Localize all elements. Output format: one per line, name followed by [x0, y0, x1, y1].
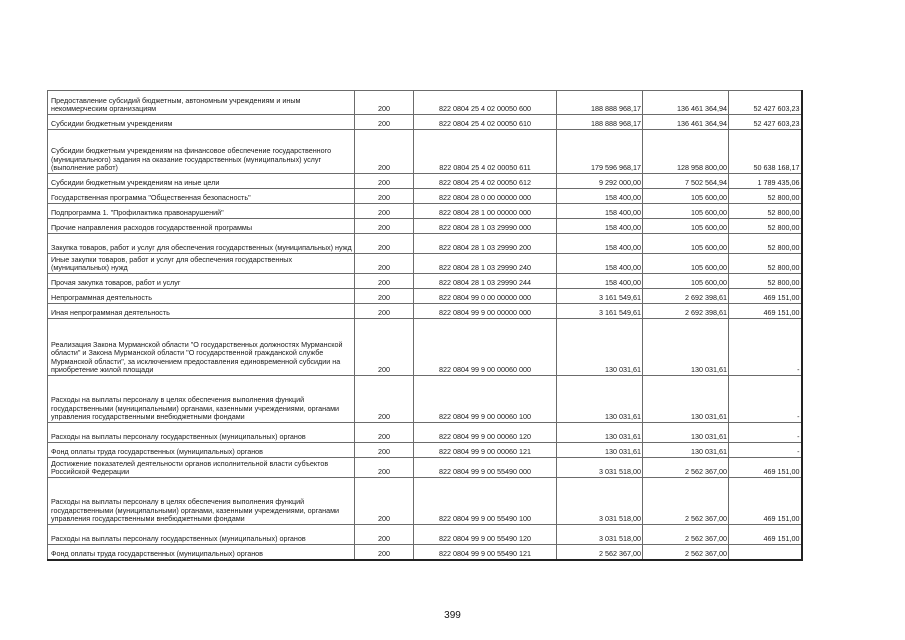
row-unexecuted-cell: 52 427 603,23 — [729, 91, 802, 115]
row-kbk-cell: 822 0804 99 9 00 00000 000 — [414, 304, 557, 319]
row-unexecuted-cell: 469 151,00 — [729, 289, 802, 304]
row-unexecuted-cell: 52 800,00 — [729, 234, 802, 254]
row-executed-cell: 105 600,00 — [643, 189, 729, 204]
row-unexecuted-cell: 52 427 603,23 — [729, 115, 802, 130]
row-kbk-cell: 822 0804 28 1 03 29990 240 — [414, 254, 557, 274]
table-row — [48, 91, 802, 115]
row-name-cell: Достижение показателей деятельности органов исполнительной власти субъектов Российской Федерации — [48, 458, 355, 478]
row-unexecuted-cell: 52 800,00 — [729, 254, 802, 274]
table-row — [48, 289, 802, 304]
row-approved-cell: 130 031,61 — [557, 319, 643, 376]
row-executed-cell: 105 600,00 — [643, 254, 729, 274]
row-kbk-cell: 822 0804 99 9 00 55490 120 — [414, 525, 557, 545]
row-code-cell: 200 — [355, 376, 414, 423]
row-executed-cell: 128 958 800,00 — [643, 130, 729, 174]
row-code-cell: 200 — [355, 458, 414, 478]
row-name-cell: Расходы на выплаты персоналу государственных (муниципальных) органов — [48, 525, 355, 545]
row-executed-cell: 105 600,00 — [643, 234, 729, 254]
row-approved-cell: 3 031 518,00 — [557, 458, 643, 478]
row-code-cell: 200 — [355, 274, 414, 289]
row-code-cell: 200 — [355, 254, 414, 274]
table-row — [48, 443, 802, 458]
row-code-cell: 200 — [355, 219, 414, 234]
table-row — [48, 478, 802, 525]
row-name-cell: Фонд оплаты труда государственных (муниципальных) органов — [48, 545, 355, 560]
row-name-cell: Прочие направления расходов государственной программы — [48, 219, 355, 234]
row-executed-cell: 105 600,00 — [643, 219, 729, 234]
table-row — [48, 115, 802, 130]
table-row — [48, 130, 802, 174]
row-kbk-cell: 822 0804 25 4 02 00050 611 — [414, 130, 557, 174]
row-unexecuted-cell: 469 151,00 — [729, 304, 802, 319]
row-name-cell: Закупка товаров, работ и услуг для обеспечения государственных (муниципальных) нужд — [48, 234, 355, 254]
table-row — [48, 525, 802, 545]
row-code-cell: 200 — [355, 319, 414, 376]
row-kbk-cell: 822 0804 28 0 00 00000 000 — [414, 189, 557, 204]
row-code-cell: 200 — [355, 189, 414, 204]
row-kbk-cell: 822 0804 25 4 02 00050 612 — [414, 174, 557, 189]
row-name-cell: Подпрограмма 1. "Профилактика правонарушений" — [48, 204, 355, 219]
row-kbk-cell: 822 0804 99 9 00 00060 121 — [414, 443, 557, 458]
row-code-cell: 200 — [355, 204, 414, 219]
row-code-cell: 200 — [355, 304, 414, 319]
row-executed-cell: 136 461 364,94 — [643, 91, 729, 115]
row-executed-cell: 130 031,61 — [643, 376, 729, 423]
row-code-cell: 200 — [355, 289, 414, 304]
row-name-cell: Прочая закупка товаров, работ и услуг — [48, 274, 355, 289]
row-approved-cell: 188 888 968,17 — [557, 115, 643, 130]
row-code-cell: 200 — [355, 174, 414, 189]
row-unexecuted-cell: 469 151,00 — [729, 525, 802, 545]
row-executed-cell: 2 562 367,00 — [643, 458, 729, 478]
row-kbk-cell: 822 0804 99 9 00 55490 121 — [414, 545, 557, 560]
row-name-cell: Реализация Закона Мурманской области "О государственных должностях Мурманской области" и Закона Мурманской области "О государственной гражданской службе Мурманской области", за исключением предоставления единовременной субсидии на приобретение жилой площади — [48, 319, 355, 376]
row-executed-cell: 105 600,00 — [643, 204, 729, 219]
row-unexecuted-cell: 469 151,00 — [729, 458, 802, 478]
row-kbk-cell: 822 0804 28 1 03 29990 000 — [414, 219, 557, 234]
row-name-cell: Иные закупки товаров, работ и услуг для обеспечения государственных (муниципальных) нужд — [48, 254, 355, 274]
table-row — [48, 304, 802, 319]
row-executed-cell: 2 562 367,00 — [643, 525, 729, 545]
table-row — [48, 189, 802, 204]
row-executed-cell: 2 692 398,61 — [643, 289, 729, 304]
row-unexecuted-cell — [729, 545, 802, 560]
row-code-cell: 200 — [355, 91, 414, 115]
row-unexecuted-cell: 52 800,00 — [729, 274, 802, 289]
row-name-cell: Непрограммная деятельность — [48, 289, 355, 304]
row-approved-cell: 158 400,00 — [557, 189, 643, 204]
row-code-cell: 200 — [355, 130, 414, 174]
row-kbk-cell: 822 0804 99 9 00 55490 000 — [414, 458, 557, 478]
row-executed-cell: 130 031,61 — [643, 319, 729, 376]
row-code-cell: 200 — [355, 234, 414, 254]
row-executed-cell: 2 692 398,61 — [643, 304, 729, 319]
row-executed-cell: 7 502 564,94 — [643, 174, 729, 189]
table-row — [48, 234, 802, 254]
row-unexecuted-cell: 50 638 168,17 — [729, 130, 802, 174]
row-approved-cell: 158 400,00 — [557, 274, 643, 289]
row-code-cell: 200 — [355, 443, 414, 458]
row-approved-cell: 2 562 367,00 — [557, 545, 643, 560]
row-code-cell: 200 — [355, 423, 414, 443]
row-approved-cell: 158 400,00 — [557, 254, 643, 274]
budget-table — [47, 90, 803, 561]
row-name-cell: Субсидии бюджетным учреждениям на иные цели — [48, 174, 355, 189]
table-row — [48, 219, 802, 234]
row-approved-cell: 130 031,61 — [557, 443, 643, 458]
row-executed-cell: 136 461 364,94 — [643, 115, 729, 130]
row-approved-cell: 130 031,61 — [557, 423, 643, 443]
row-code-cell: 200 — [355, 478, 414, 525]
row-executed-cell: 2 562 367,00 — [643, 545, 729, 560]
row-unexecuted-cell: 52 800,00 — [729, 219, 802, 234]
table-row — [48, 319, 802, 376]
row-unexecuted-cell: - — [729, 319, 802, 376]
row-approved-cell: 3 161 549,61 — [557, 289, 643, 304]
row-kbk-cell: 822 0804 99 9 00 00060 100 — [414, 376, 557, 423]
row-name-cell: Расходы на выплаты персоналу государственных (муниципальных) органов — [48, 423, 355, 443]
row-kbk-cell: 822 0804 99 9 00 00060 120 — [414, 423, 557, 443]
row-code-cell: 200 — [355, 115, 414, 130]
row-approved-cell: 158 400,00 — [557, 234, 643, 254]
page-number: 399 — [444, 610, 461, 621]
row-kbk-cell: 822 0804 28 1 03 29990 244 — [414, 274, 557, 289]
row-approved-cell: 9 292 000,00 — [557, 174, 643, 189]
row-kbk-cell: 822 0804 25 4 02 00050 600 — [414, 91, 557, 115]
table-row — [48, 376, 802, 423]
row-approved-cell: 158 400,00 — [557, 204, 643, 219]
row-kbk-cell: 822 0804 99 9 00 55490 100 — [414, 478, 557, 525]
table-row — [48, 204, 802, 219]
row-unexecuted-cell: 1 789 435,06 — [729, 174, 802, 189]
row-name-cell: Субсидии бюджетным учреждениям на финансовое обеспечение государственного (муниципального) задания на оказание государственных (муниципальных) услуг (выполнение работ) — [48, 130, 355, 174]
row-unexecuted-cell: 52 800,00 — [729, 204, 802, 219]
row-code-cell: 200 — [355, 525, 414, 545]
table-row — [48, 174, 802, 189]
row-kbk-cell: 822 0804 28 1 00 00000 000 — [414, 204, 557, 219]
row-approved-cell: 188 888 968,17 — [557, 91, 643, 115]
row-approved-cell: 3 031 518,00 — [557, 525, 643, 545]
row-unexecuted-cell: - — [729, 443, 802, 458]
row-unexecuted-cell: - — [729, 423, 802, 443]
row-kbk-cell: 822 0804 99 0 00 00000 000 — [414, 289, 557, 304]
row-unexecuted-cell: - — [729, 376, 802, 423]
row-executed-cell: 130 031,61 — [643, 443, 729, 458]
row-name-cell: Иная непрограммная деятельность — [48, 304, 355, 319]
table-row — [48, 458, 802, 478]
table-row — [48, 254, 802, 274]
row-code-cell: 200 — [355, 545, 414, 560]
row-kbk-cell: 822 0804 25 4 02 00050 610 — [414, 115, 557, 130]
row-executed-cell: 130 031,61 — [643, 423, 729, 443]
row-name-cell: Предоставление субсидий бюджетным, автономным учреждениям и иным некоммерческим организациям — [48, 91, 355, 115]
row-approved-cell: 130 031,61 — [557, 376, 643, 423]
row-name-cell: Расходы на выплаты персоналу в целях обеспечения выполнения функций государственными (муниципальными) органами, казенными учреждениями, органами управления государственными внебюджетными фондами — [48, 376, 355, 423]
row-kbk-cell: 822 0804 28 1 03 29990 200 — [414, 234, 557, 254]
row-name-cell: Фонд оплаты труда государственных (муниципальных) органов — [48, 443, 355, 458]
row-kbk-cell: 822 0804 99 9 00 00060 000 — [414, 319, 557, 376]
row-unexecuted-cell: 469 151,00 — [729, 478, 802, 525]
row-executed-cell: 105 600,00 — [643, 274, 729, 289]
row-unexecuted-cell: 52 800,00 — [729, 189, 802, 204]
row-executed-cell: 2 562 367,00 — [643, 478, 729, 525]
row-approved-cell: 179 596 968,17 — [557, 130, 643, 174]
row-name-cell: Субсидии бюджетным учреждениям — [48, 115, 355, 130]
table-row — [48, 423, 802, 443]
table-row — [48, 274, 802, 289]
row-approved-cell: 3 161 549,61 — [557, 304, 643, 319]
row-approved-cell: 158 400,00 — [557, 219, 643, 234]
table-row — [48, 545, 802, 560]
row-name-cell: Государственная программа "Общественная безопасность" — [48, 189, 355, 204]
row-name-cell: Расходы на выплаты персоналу в целях обеспечения выполнения функций государственными (муниципальными) органами, казенными учреждениями, органами управления государственными внебюджетными фондами — [48, 478, 355, 525]
row-approved-cell: 3 031 518,00 — [557, 478, 643, 525]
